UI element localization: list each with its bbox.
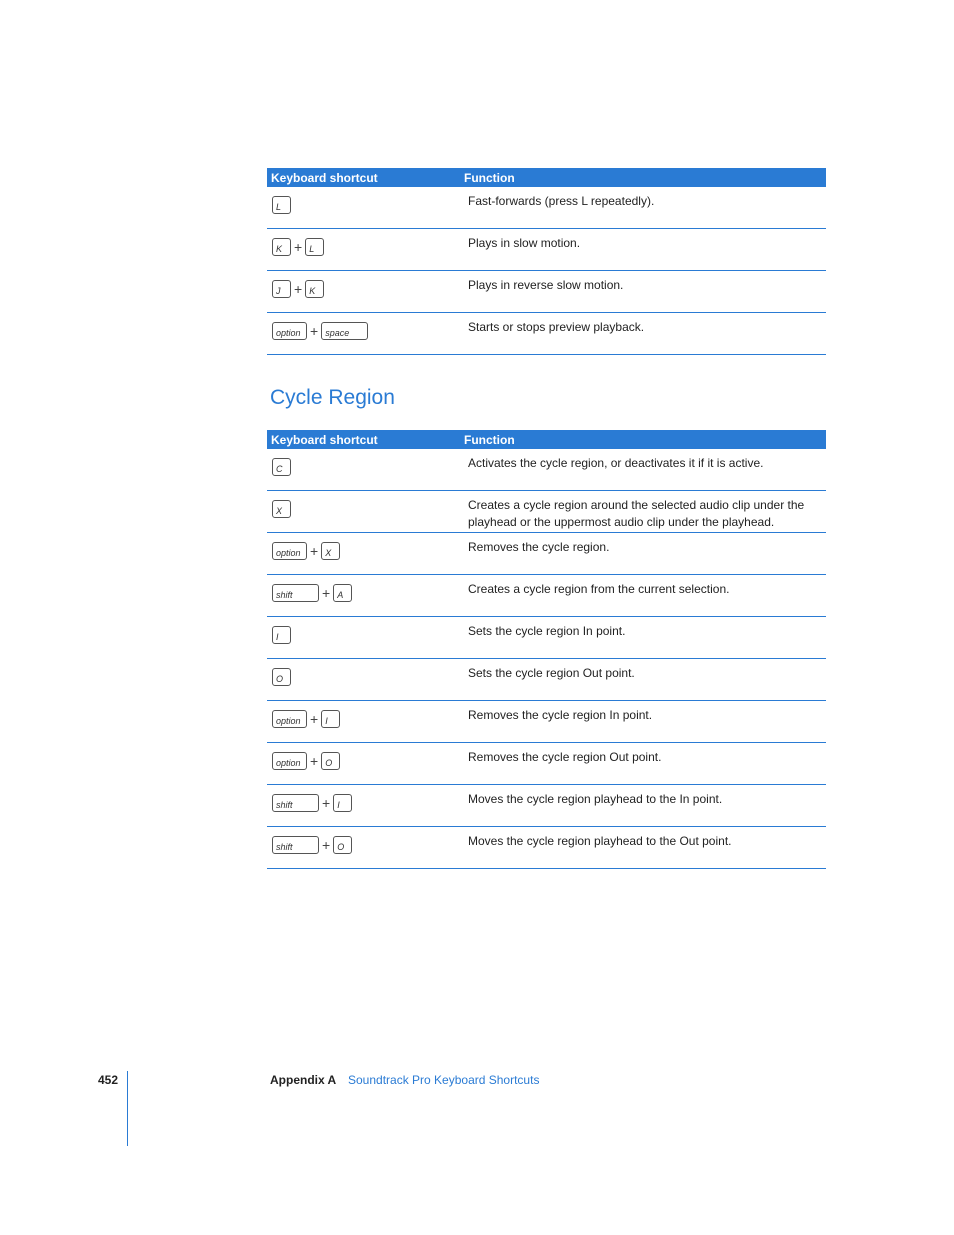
function-description: Plays in reverse slow motion. <box>468 278 624 292</box>
key-combination <box>272 280 324 298</box>
footer-appendix-label: Appendix A <box>270 1073 337 1087</box>
function-description: Creates a cycle region around the selected audio clip under the playhead or the uppermost audio clip under the playhead. <box>468 498 805 529</box>
function-description: Removes the cycle region Out point. <box>468 750 662 764</box>
shortcut-cell <box>267 187 468 228</box>
key-cap: J <box>272 280 291 298</box>
plus-sign: + <box>294 239 303 255</box>
key-cap: C <box>272 458 291 476</box>
key-cap: option <box>272 752 307 770</box>
key-combination <box>272 668 291 686</box>
table-row <box>267 827 826 869</box>
key-cap: K <box>305 280 324 298</box>
shortcut-cell <box>267 229 468 270</box>
header-keyboard-shortcut: Keyboard shortcut <box>271 432 378 447</box>
shortcut-cell <box>267 743 468 784</box>
function-description: Creates a cycle region from the current selection. <box>468 582 730 596</box>
table-row <box>267 313 826 355</box>
table-header <box>267 168 826 187</box>
shortcut-cell <box>267 491 468 532</box>
key-cap: O <box>321 752 340 770</box>
key-combination <box>272 836 352 854</box>
table-row <box>267 785 826 827</box>
table-row <box>267 701 826 743</box>
shortcut-cell <box>267 617 468 658</box>
table-row <box>267 187 826 229</box>
key-cap: option <box>272 322 307 340</box>
function-description: Sets the cycle region In point. <box>468 624 626 638</box>
shortcut-table-playback <box>267 168 826 355</box>
function-description: Fast-forwards (press L repeatedly). <box>468 194 655 208</box>
table-body <box>267 449 826 869</box>
key-cap: shift <box>272 584 319 602</box>
key-cap: A <box>333 584 352 602</box>
function-description: Starts or stops preview playback. <box>468 320 645 334</box>
shortcut-cell <box>267 659 468 700</box>
table-row <box>267 575 826 617</box>
function-description: Plays in slow motion. <box>468 236 581 250</box>
plus-sign: + <box>322 795 331 811</box>
key-combination <box>272 322 368 340</box>
shortcut-cell <box>267 271 468 312</box>
key-cap: L <box>272 196 291 214</box>
key-combination <box>272 458 291 476</box>
key-combination <box>272 542 340 560</box>
table-row <box>267 617 826 659</box>
key-cap: X <box>321 542 340 560</box>
footer-chapter-title: Soundtrack Pro Keyboard Shortcuts <box>348 1073 540 1087</box>
plus-sign: + <box>310 323 319 339</box>
key-cap: I <box>321 710 340 728</box>
shortcut-cell <box>267 575 468 616</box>
page-number: 452 <box>98 1073 119 1087</box>
shortcut-cell <box>267 701 468 742</box>
plus-sign: + <box>310 753 319 769</box>
plus-sign: + <box>310 543 319 559</box>
plus-sign: + <box>322 585 331 601</box>
table-row <box>267 491 826 533</box>
key-cap: I <box>333 794 352 812</box>
plus-sign: + <box>310 711 319 727</box>
shortcut-cell <box>267 533 468 574</box>
key-combination <box>272 794 352 812</box>
footer-divider <box>127 1071 128 1146</box>
key-combination <box>272 196 291 214</box>
plus-sign: + <box>322 837 331 853</box>
function-description: Activates the cycle region, or deactivates it if it is active. <box>468 456 764 470</box>
key-cap: shift <box>272 836 319 854</box>
key-cap: X <box>272 500 291 518</box>
table-header <box>267 430 826 449</box>
shortcut-table-cycle-region <box>267 430 826 869</box>
key-cap: option <box>272 542 307 560</box>
header-keyboard-shortcut: Keyboard shortcut <box>271 170 378 185</box>
function-description: Moves the cycle region playhead to the Out point. <box>468 834 732 848</box>
table-row <box>267 743 826 785</box>
table-row <box>267 229 826 271</box>
key-cap: option <box>272 710 307 728</box>
header-function: Function <box>464 432 515 447</box>
header-function: Function <box>464 170 515 185</box>
function-description: Sets the cycle region Out point. <box>468 666 635 680</box>
key-cap: O <box>272 668 291 686</box>
key-cap: space <box>321 322 368 340</box>
shortcut-cell <box>267 827 468 868</box>
key-combination <box>272 500 291 518</box>
shortcut-cell <box>267 449 468 490</box>
plus-sign: + <box>294 281 303 297</box>
key-cap: shift <box>272 794 319 812</box>
key-cap: L <box>305 238 324 256</box>
key-combination <box>272 238 324 256</box>
key-combination <box>272 626 291 644</box>
key-cap: I <box>272 626 291 644</box>
function-description: Removes the cycle region In point. <box>468 708 653 722</box>
shortcut-cell <box>267 785 468 826</box>
table-body <box>267 187 826 355</box>
key-combination <box>272 584 352 602</box>
function-description: Removes the cycle region. <box>468 540 610 554</box>
key-cap: O <box>333 836 352 854</box>
key-cap: K <box>272 238 291 256</box>
key-combination <box>272 752 340 770</box>
function-description: Moves the cycle region playhead to the In point. <box>468 792 723 806</box>
table-row <box>267 533 826 575</box>
table-row <box>267 449 826 491</box>
shortcut-cell <box>267 313 468 354</box>
key-combination <box>272 710 340 728</box>
section-title: Cycle Region <box>270 386 395 409</box>
table-row <box>267 659 826 701</box>
table-row <box>267 271 826 313</box>
